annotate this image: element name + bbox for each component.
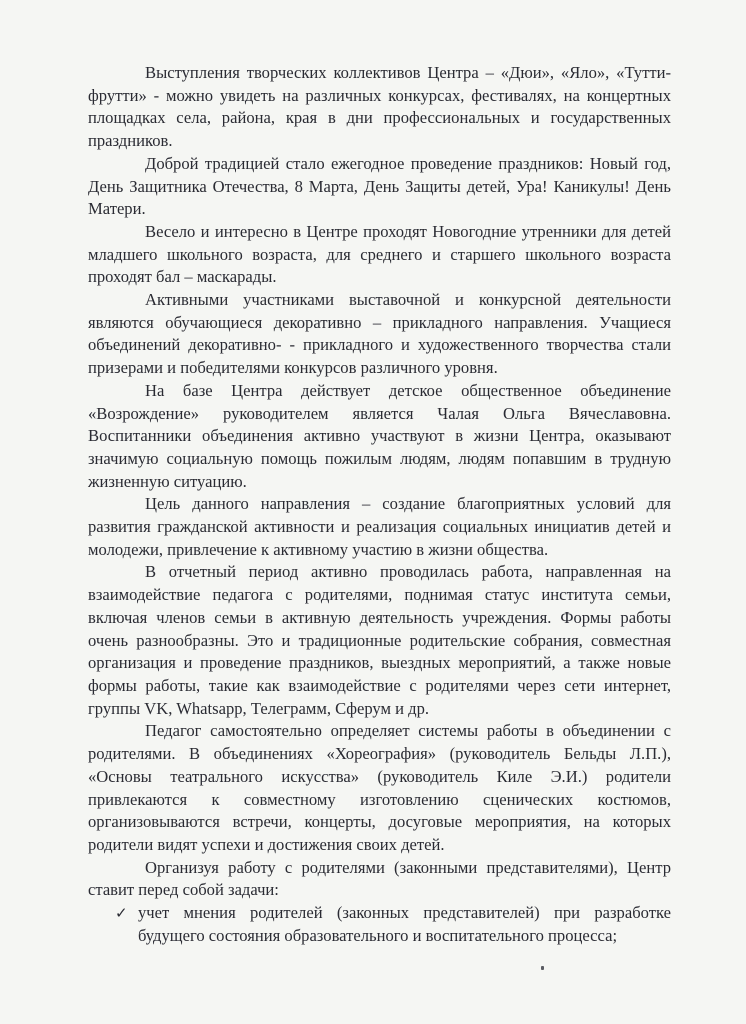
list-item <box>88 902 671 947</box>
paragraph-exhibitions: Активными участниками выставочной и конкурсной деятельности являются обучающиеся декоративно – прикладного направления. Учащиеся объединений декоративно- - прикладного и художественного творчества стали призерами и победителями конкурсов различного уровня. <box>88 290 671 378</box>
checkmark-icon: ✓ <box>115 904 128 923</box>
paragraph-new-year-events: Весело и интересно в Центре проходят Новогодние утренники для детей младшего школьного возраста, для среднего и старшего школьного возраста проходят бал – маскарады. <box>88 221 671 287</box>
scan-speck <box>541 966 544 970</box>
paragraph-goal: Цель данного направления – создание благоприятных условий для развития гражданской активности и реализация социальных инициатив детей и молодежи, привлечение к активному участию в жизни общества. <box>88 494 671 559</box>
task-text: учет мнения родителей (законных представителей) при разработке будущего состояния образовательного и воспитательного процесса; <box>138 903 671 945</box>
paragraph-public-association: На базе Центра действует детское общественное объединение «Возрождение» руководителем является Чалая Ольга Вячеславовна. Воспитанники объединения активно участвуют в жизни Центра, оказывают значимую социальную помощь пожилым людям, людям попавшим в трудную жизненную ситуацию. <box>88 380 671 491</box>
paragraph-tasks-intro: Организуя работу с родителями (законными представителями), Центр ставит перед собой задачи: <box>88 857 671 900</box>
paragraph-parent-interaction: В отчетный период активно проводилась работа, направленная на взаимодействие педагога с родителями, поднимая статус института семьи, включая членов семьи в активную деятельность учреждения. Формы работы очень разнообразны. Это и традиционные родительские собрания, совместная организация и проведение праздников, выездных мероприятий, а также новые формы работы, такие как взаимодействие с родителями через сети интернет, группы VK, Whatsapp, Телеграмм, Сферум и др. <box>88 562 671 718</box>
paragraph-teacher-system: Педагог самостоятельно определяет системы работы в объединении с родителями. В объединениях «Хореография» (руководитель Бельды Л.П.), «Основы театрального искусства» (руководитель Киле Э.И.) родители привлекаются к совместному изготовлению сценических костюмов, организовываются встречи, концерты, досуговые мероприятия, на которых родители видят успехи и достижения своих детей. <box>88 721 671 854</box>
paragraph-performances: Выступления творческих коллективов Центра – «Дюи», «Яло», «Тутти-фрутти» - можно увидеть на различных конкурсах, фестивалях, на концертных площадках села, района, края в дни профессиональных и государственных праздников. <box>88 63 671 151</box>
paragraph-holidays: Доброй традицией стало ежегодное проведение праздников: Новый год, День Защитника Отечества, 8 Марта, День Защиты детей, Ура! Каникулы! День Матери. <box>88 153 671 219</box>
task-list <box>88 902 671 947</box>
document-body <box>88 62 671 947</box>
